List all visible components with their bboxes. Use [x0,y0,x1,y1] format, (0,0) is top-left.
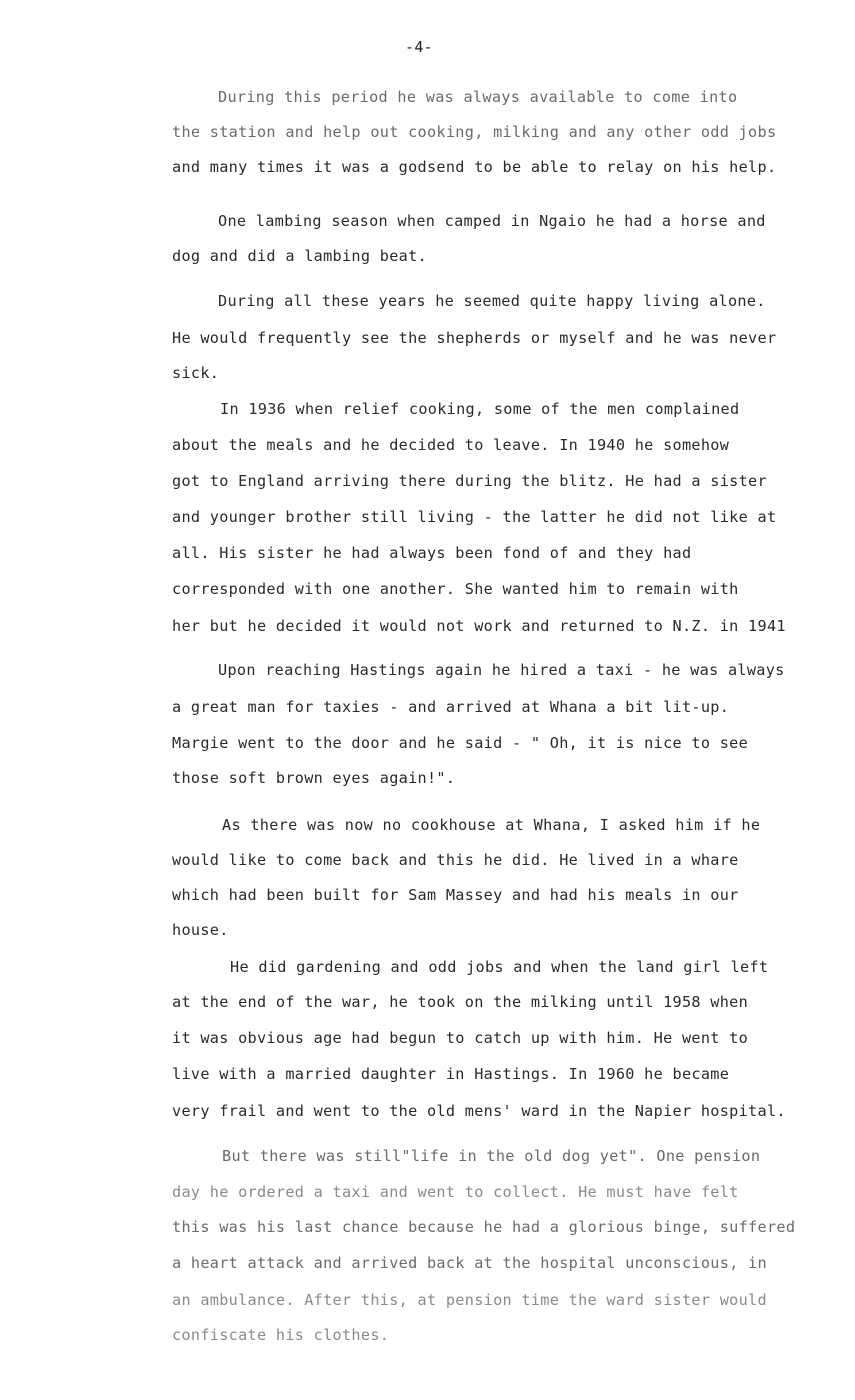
text-line: sick. [172,364,220,382]
text-line: Margie went to the door and he said - " Oh, it is nice to see [172,734,749,752]
text-line: confiscate his clothes. [172,1326,390,1344]
text-line: an ambulance. After this, at pension time the ward sister would [172,1291,767,1309]
text-line: it was obvious age had begun to catch up with him. He went to [172,1029,749,1047]
text-line: But there was still"life in the old dog yet". One pension [222,1147,761,1165]
text-line: got to England arriving there during the blitz. He had a sister [172,472,767,490]
text-line: very frail and went to the old mens' ward in the Napier hospital. [172,1102,786,1120]
text-line: house. [172,921,229,939]
text-line: those soft brown eyes again!". [172,769,456,787]
page-number: -4- [405,38,433,56]
text-line: One lambing season when camped in Ngaio he had a horse and [218,212,766,230]
text-line: day he ordered a taxi and went to collect. He must have felt [172,1183,739,1201]
text-line: live with a married daughter in Hastings. In 1960 he became [172,1065,730,1083]
text-line: and younger brother still living - the latter he did not like at [172,508,777,526]
text-line: a heart attack and arrived back at the hospital unconscious, in [172,1254,767,1272]
text-line: all. His sister he had always been fond of and they had [172,544,692,562]
text-line: and many times it was a godsend to be able to relay on his help. [172,158,777,176]
text-line: would like to come back and this he did. He lived in a whare [172,851,739,869]
text-line: He did gardening and odd jobs and when the land girl left [230,958,769,976]
text-line: He would frequently see the shepherds or myself and he was never [172,329,777,347]
text-line: her but he decided it would not work and returned to N.Z. in 1941 [172,617,786,635]
text-line: about the meals and he decided to leave. In 1940 he somehow [172,436,730,454]
text-line: During this period he was always available to come into [218,88,738,106]
text-line: dog and did a lambing beat. [172,247,427,265]
text-line: Upon reaching Hastings again he hired a taxi - he was always [218,661,785,679]
text-line: corresponded with one another. She wanted him to remain with [172,580,739,598]
text-line: which had been built for Sam Massey and had his meals in our [172,886,739,904]
text-line: In 1936 when relief cooking, some of the men complained [220,400,740,418]
text-line: at the end of the war, he took on the milking until 1958 when [172,993,749,1011]
text-line: this was his last chance because he had a glorious binge, suffered [172,1218,796,1236]
text-line: the station and help out cooking, milking and any other odd jobs [172,123,777,141]
text-line: As there was now no cookhouse at Whana, I asked him if he [222,816,761,834]
text-line: During all these years he seemed quite happy living alone. [218,292,766,310]
text-line: a great man for taxies - and arrived at Whana a bit lit-up. [172,698,730,716]
